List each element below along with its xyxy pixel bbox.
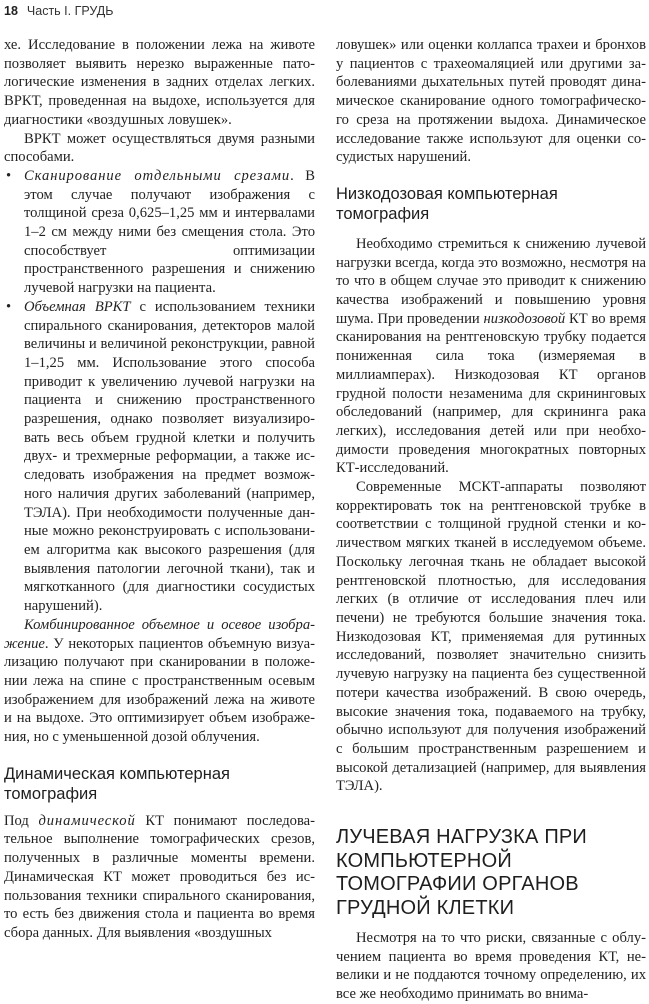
text-volumetric: с использованием техники спирального сканирования, детекторов малой величины и величиной реконструкции, равной 1–1,25 мм. Использование этого способа приводит к увеличению лучевой нагрузки на пациента и снижению пространственного разрешения, однако позволяет визуализировать весь объем грудной клетки и получить двух- и трехмерные реформации, а также исследовать изображения на предмет возможного наличия других заболеваний (например, ТЭЛА). При необходимости полученные данные можно реконструировать с использованием алгоритма как высокого разрешения (для выявления патологии легочной ткани), так и мягкотканного (для диагностики сосудистых нарушений). <box>24 298 316 615</box>
paragraph-dynamic-ct: Под динамической КТ понимают последовательное выполнение томографических срезов, полученных в различные моменты времени. Динамическая КТ может проводиться без использования техники спирального сканирования, то есть без движения стола и пациента во время сбора данных. Для выявления «воздушных <box>4 812 315 941</box>
paragraph-low-dose: Необходимо стремиться к снижению лучевой нагрузки всегда, когда это возможно, несмотря на то что в общем случае это приводит к снижению качества изображений и повышению уровня шума. При проведении низкодозовой КТ во время сканирования на рентгеновскую трубку подается пониженная сила тока (измеряемая в миллиамперах). Низкодозовая КТ органов грудной полости незаменима для скрининговых обследований (например, для скрининга рака легких), исследования детей или при необходимости проведения многократных повторных КТ-исследований. <box>336 235 646 477</box>
list-item-sequential <box>4 167 315 298</box>
paragraph-hrct-methods: ВРКТ может осуществляться двумя разными способами. <box>4 130 315 166</box>
heading-low-dose-ct: Низкодозовая компьютерная томография <box>336 184 558 223</box>
list-item-volumetric <box>4 298 315 616</box>
term-sequential: Сканирование отдельными срезами <box>24 167 291 184</box>
term-combined: Комбинированное объемное и осевое изображение <box>4 616 315 652</box>
text-sequential: . В этом случае получают изображения с толщиной среза 0,625–1,25 мм и интервалами 1–2 см между ними без смещения стола. Это способствует оптимизации пространственного разрешения и снижению лучевой нагрузки на пациента. <box>24 167 316 297</box>
heading-radiation-dose: ЛУЧЕВАЯ НАГРУЗКА ПРИ КОМПЬЮТЕРНОЙ ТОМОГРАФИИ ОРГАНОВ ГРУДНОЙ КЛЕТКИ <box>336 826 588 919</box>
paragraph-radiation-risk: Несмотря на то что риски, связанные с облучением пациента во время проведения КТ, невелики и не поддаются точному определению, их все же необходимо принимать во внима- <box>336 930 646 1003</box>
term-volumetric: Объемная ВРКТ <box>24 298 131 315</box>
bullet-icon: • <box>6 298 12 315</box>
part-title: Часть I. ГРУДЬ <box>26 4 114 18</box>
term-low-dose: низкодозовой <box>483 310 566 327</box>
bullet-icon: • <box>6 167 12 184</box>
paragraph-msct: Современные МСКТ-аппараты позволяют корректировать ток на рентгеновской трубке в соответствии с толщиной грудной стенки и количеством мягких тканей в исследуемом объеме. Поскольку легочная ткань не обладает высокой рентгеновской плотностью, для исследования легких (в отличие от исследования плеч или печени) не требуются большие значения тока. Низкодозовая КТ, применяемая для рутинных исследований, позволяет значительно снизить лучевую нагрузку на пациента без существенной потери качества изображений. В свою очередь, высокие значения тока, подаваемого на трубку, обычно используют для получения изображений с большим пространственным разрешением и высокой детализацией (например, для выявления ТЭЛА). <box>336 479 646 795</box>
left-column <box>4 36 315 943</box>
right-column <box>336 36 646 1004</box>
paragraph-dynamic-cont: ловушек» или оценки коллапса трахеи и бронхов у пациентов с трахеомаляцией или другими заболеваниями дыхательных путей проводят динамическое сканирование одного томографического среза на протяжении выдоха. Динамическое исследование также используют для оценки сосудистых нарушений. <box>336 37 646 166</box>
term-dynamic: динамической <box>38 812 136 829</box>
hrct-methods-list <box>4 167 315 616</box>
heading-dynamic-ct: Динамическая компьютерная томография <box>4 764 230 803</box>
paragraph-combined: Комбинированное объемное и осевое изображение. У некоторых пациентов объемную визуализацию получают при сканировании в положении лежа на спине с пространственным осевым изображением для изображений лежа на животе и на выдохе. Это оптимизирует объем изображения, но с уменьшенной дозой облучения. <box>4 616 315 746</box>
page-number: 18 <box>4 4 18 18</box>
running-header <box>4 4 113 18</box>
paragraph-hrct-intro: хе. Исследование в положении лежа на животе позволяет выявить нерезко выраженные патологические изменения в задних отделах легких. ВРКТ, проведенная на выдохе, используется для диагностики «воздушных ловушек». <box>4 37 315 128</box>
